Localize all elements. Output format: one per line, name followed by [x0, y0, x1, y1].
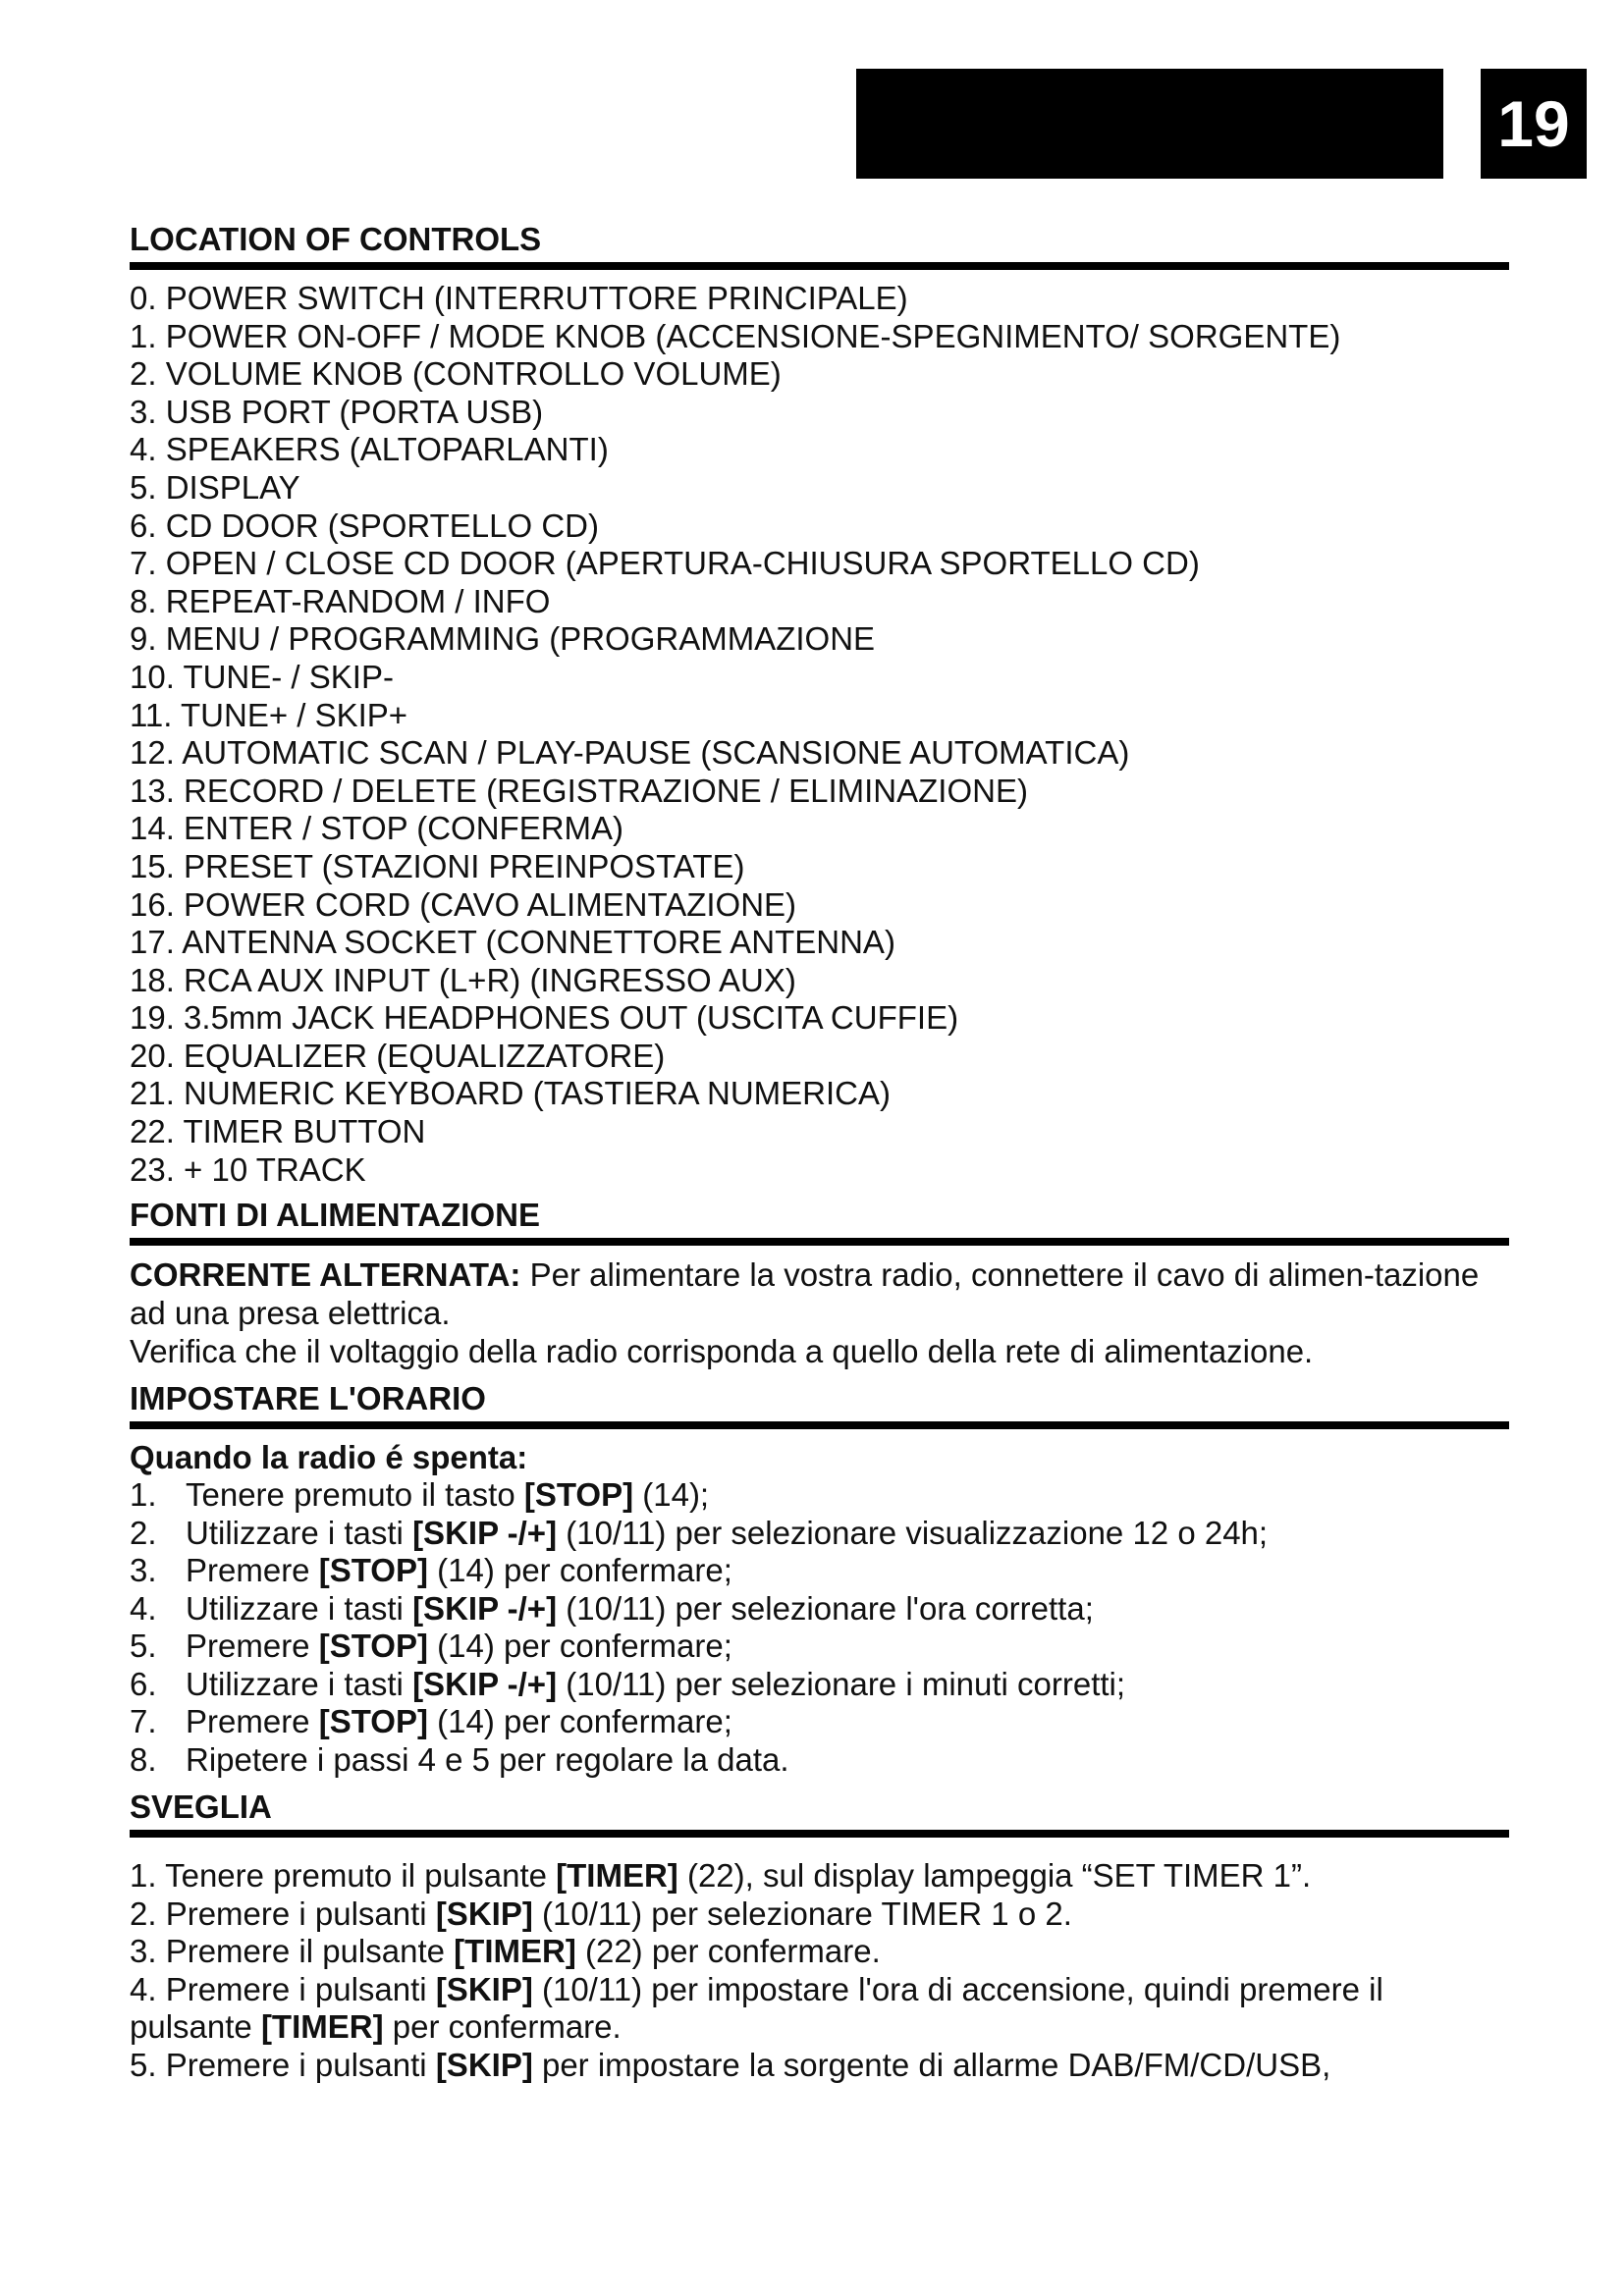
list-item: 20. EQUALIZER (EQUALIZZATORE) [130, 1037, 666, 1074]
list-item: 4. SPEAKERS (ALTOPARLANTI) [130, 431, 609, 468]
list-item: 22. TIMER BUTTON [130, 1113, 426, 1150]
list-item: 16. POWER CORD (CAVO ALIMENTAZIONE) [130, 885, 797, 923]
section-title-alarm: SVEGLIA [130, 1789, 1509, 1838]
list-item: 2. VOLUME KNOB (CONTROLLO VOLUME) [130, 355, 782, 393]
list-item: 19. 3.5mm JACK HEADPHONES OUT (USCITA CUFFIE) [130, 999, 959, 1037]
list-item: 5. DISPLAY [130, 468, 300, 506]
list-item: 6. Utilizzare i tasti [SKIP -/+] (10/11) per selezionare i minuti corretti; [130, 1665, 1126, 1702]
list-item: 8. REPEAT-RANDOM / INFO [130, 582, 551, 619]
power-voltage-note: Verifica che il voltaggio della radio corrisponda a quello della rete di alimentazione. [130, 1333, 1314, 1370]
list-item: 4. Premere i pulsanti [SKIP] (10/11) per impostare l'ora di accensione, quindi premere il pulsante [TIMER] per confermare. [130, 1970, 1383, 2046]
list-item: 3. USB PORT (PORTA USB) [130, 393, 544, 430]
section-title-location-of-controls: LOCATION OF CONTROLS [130, 221, 1509, 270]
list-item: 7. OPEN / CLOSE CD DOOR (APERTURA-CHIUSURA SPORTELLO CD) [130, 545, 1200, 582]
list-item: 2. Premere i pulsanti [SKIP] (10/11) per selezionare TIMER 1 o 2. [130, 1895, 1072, 1932]
list-item: 4. Utilizzare i tasti [SKIP -/+] (10/11) per selezionare l'ora corretta; [130, 1589, 1094, 1627]
list-item: 10. TUNE- / SKIP- [130, 658, 394, 695]
list-item: 9. MENU / PROGRAMMING (PROGRAMMAZIONE [130, 620, 876, 658]
list-item: 15. PRESET (STAZIONI PREINPOSTATE) [130, 847, 745, 884]
page-number: 19 [1481, 69, 1587, 179]
list-item: 3. Premere il pulsante [TIMER] (22) per confermare. [130, 1933, 881, 1970]
power-paragraph [130, 1255, 1509, 1332]
list-item: 1. Tenere premuto il pulsante [TIMER] (22), sul display lampeggia “SET TIMER 1”. [130, 1857, 1312, 1895]
list-item: 13. RECORD / DELETE (REGISTRAZIONE / ELIMINAZIONE) [130, 772, 1028, 809]
list-item: 1. POWER ON-OFF / MODE KNOB (ACCENSIONE-SPEGNIMENTO/ SORGENTE) [130, 317, 1341, 354]
list-item: 8. Ripetere i passi 4 e 5 per regolare la data. [130, 1740, 789, 1778]
list-item: 7. Premere [STOP] (14) per confermare; [130, 1703, 732, 1740]
list-item: 2. Utilizzare i tasti [SKIP -/+] (10/11) per selezionare visualizzazione 12 o 24h; [130, 1514, 1269, 1551]
list-item: 5. Premere [STOP] (14) per confermare; [130, 1628, 732, 1665]
list-item: 11. TUNE+ / SKIP+ [130, 696, 408, 733]
clock-steps [130, 1476, 1509, 1779]
list-item: 23. + 10 TRACK [130, 1150, 366, 1188]
page-content [130, 221, 1509, 2084]
alarm-steps [130, 1857, 1509, 2084]
controls-list [130, 280, 1509, 1189]
section-title-set-clock: IMPOSTARE L'ORARIO [130, 1380, 1509, 1429]
list-item: 3. Premere [STOP] (14) per confermare; [130, 1552, 732, 1589]
list-item: 21. NUMERIC KEYBOARD (TASTIERA NUMERICA) [130, 1075, 892, 1112]
power-text: Per alimentare la vostra radio, connettere il cavo di alimen-tazione ad una presa elettrica. [130, 1256, 1480, 1332]
list-item: 18. RCA AUX INPUT (L+R) (INGRESSO AUX) [130, 961, 796, 998]
list-item: 0. POWER SWITCH (INTERRUTTORE PRINCIPALE) [130, 280, 908, 316]
list-item: 17. ANTENNA SOCKET (CONNETTORE ANTENNA) [130, 924, 895, 961]
section-title-power-sources: FONTI DI ALIMENTAZIONE [130, 1197, 1509, 1246]
list-item: 5. Premere i pulsanti [SKIP] per impostare la sorgente di allarme DAB/FM/CD/USB, [130, 2046, 1331, 2083]
header-black-bar [856, 69, 1443, 179]
list-item: 12. AUTOMATIC SCAN / PLAY-PAUSE (SCANSIONE AUTOMATICA) [130, 734, 1130, 772]
list-item: 1. Tenere premuto il tasto [STOP] (14); [130, 1476, 710, 1514]
clock-subtitle: Quando la radio é spenta: [130, 1439, 528, 1476]
list-item: 6. CD DOOR (SPORTELLO CD) [130, 507, 599, 544]
power-lead: CORRENTE ALTERNATA: [130, 1256, 521, 1294]
list-item: 14. ENTER / STOP (CONFERMA) [130, 810, 624, 847]
